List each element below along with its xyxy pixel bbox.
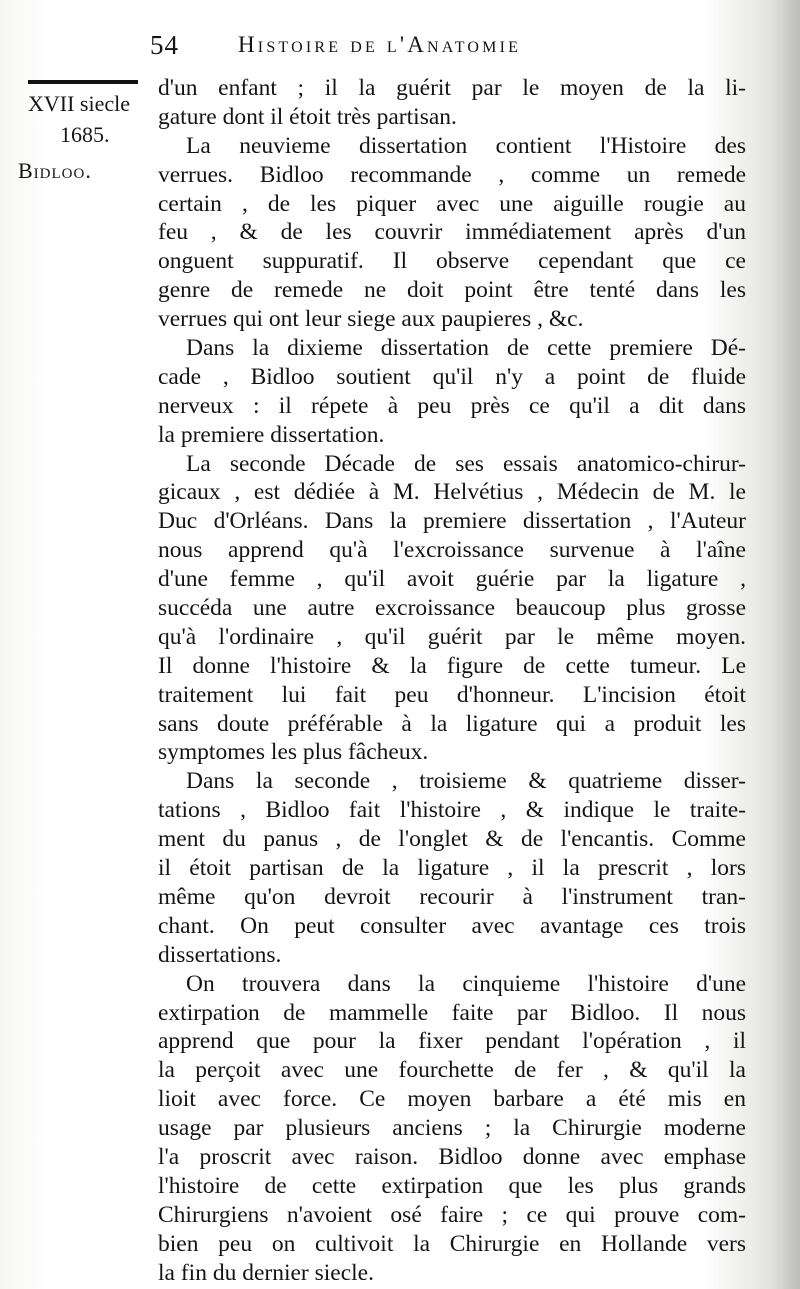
text-line: lioit avec force. Ce moyen barbare a été mis en xyxy=(158,1086,746,1113)
text-line: On trouvera dans la cinquieme l'histoire d'une xyxy=(186,970,746,997)
text-line: extirpation de mammelle faite par Bidloo. Il nous xyxy=(158,999,746,1026)
text-line: sans doute préférable à la ligature qui a produit les xyxy=(158,710,746,737)
text-line: dissertations. xyxy=(158,941,282,968)
text-line: Dans la dixieme dissertation de cette premiere Dé- xyxy=(186,335,746,362)
text-line: il étoit partisan de la ligature , il la prescrit , lors xyxy=(158,855,746,882)
running-head: Histoire de l'Anatomie xyxy=(238,32,522,57)
text-line: nerveux : il répete à peu près ce qu'il a dit dans xyxy=(158,392,746,419)
text-line: genre de remede ne doit point être tenté dans les xyxy=(158,277,746,304)
text-line: La neuvieme dissertation contient l'Histoire des xyxy=(186,132,746,159)
margin-note-author: Bidloo. xyxy=(18,158,92,183)
margin-note-year: 1685. xyxy=(60,122,110,147)
text-line: cade , Bidloo soutient qu'il n'y a point de fluide xyxy=(158,363,746,390)
text-line: verrues qui ont leur siege aux paupieres , &c. xyxy=(158,306,584,333)
text-line: onguent suppuratif. Il observe cependant que ce xyxy=(158,248,746,275)
text-line: usage par plusieurs anciens ; la Chirurgie moderne xyxy=(158,1115,746,1142)
text-line: tations , Bidloo fait l'histoire , & indique le traite- xyxy=(158,797,746,824)
text-line: l'histoire de cette extirpation que les plus grands xyxy=(158,1172,746,1199)
text-line: feu , & de les couvrir immédiatement après d'un xyxy=(158,219,746,246)
text-line: gicaux , est dédiée à M. Helvétius , Médecin de M. le xyxy=(158,479,746,506)
text-line: l'a proscrit avec raison. Bidloo donne avec emphase xyxy=(158,1143,746,1170)
text-line: symptomes les plus fâcheux. xyxy=(158,739,429,766)
text-line: d'un enfant ; il la guérit par le moyen de la li- xyxy=(158,75,746,101)
text-line: verrues. Bidloo recommande , comme un remede xyxy=(158,161,746,188)
text-line: chant. On peut consulter avec avantage ces trois xyxy=(158,912,746,939)
text-line: certain , de les piquer avec une aiguille rougie au xyxy=(158,190,746,217)
text-line: Dans la seconde , troisieme & quatrieme disser- xyxy=(186,768,746,795)
text-line: ment du panus , de l'onglet & de l'encantis. Comme xyxy=(158,826,746,853)
page-number: 54 xyxy=(150,30,179,60)
text-line: bien peu on cultivoit la Chirurgie en Hollande vers xyxy=(158,1230,746,1257)
page-header xyxy=(150,30,710,66)
text-line: la premiere dissertation. xyxy=(158,421,385,448)
text-line: Duc d'Orléans. Dans la premiere dissertation , l'Auteur xyxy=(158,508,746,535)
text-line: d'une femme , qu'il avoit guérie par la ligature , xyxy=(158,566,746,593)
text-line: traitement lui fait peu d'honneur. L'incision étoit xyxy=(158,681,746,708)
text-line: La seconde Décade de ses essais anatomico-chirur- xyxy=(186,450,746,477)
text-line: la perçoit avec une fourchette de fer , & qu'il la xyxy=(158,1057,746,1084)
text-line: nous apprend qu'à l'excroissance survenue à l'aîne xyxy=(158,537,746,564)
margin-rule xyxy=(28,80,138,84)
text-line: même qu'on devroit recourir à l'instrument tran- xyxy=(158,883,746,910)
text-line: Chirurgiens n'avoient osé faire ; ce qui prouve com- xyxy=(158,1201,746,1228)
text-line: gature dont il étoit très partisan. xyxy=(158,103,457,130)
margin-note-century: XVII siecle xyxy=(28,91,131,116)
body-text xyxy=(158,74,746,1287)
text-line: succéda une autre excroissance beaucoup plus grosse xyxy=(158,595,746,622)
text-line: Il donne l'histoire & la figure de cette tumeur. Le xyxy=(158,652,746,679)
text-line: la fin du dernier siecle. xyxy=(158,1259,374,1286)
text-line: qu'à l'ordinaire , qu'il guérit par le même moyen. xyxy=(158,623,746,650)
text-line: apprend que pour la fixer pendant l'opération , il xyxy=(158,1028,746,1055)
